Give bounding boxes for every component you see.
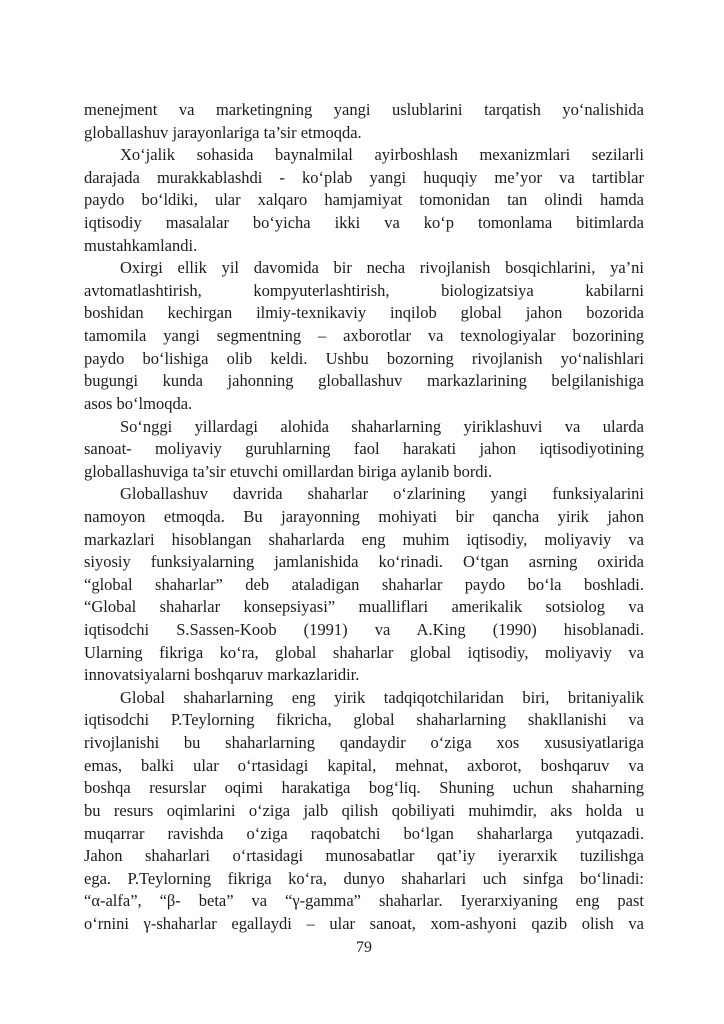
text-line: namoyon etmoqda. Bu jarayonning mohiyati bir qancha yirik jahon	[84, 506, 644, 526]
text-line: mustahkamlandi.	[84, 235, 198, 255]
text-line: “Global shaharlar konsepsiyasi” mualliflari amerikalik sotsiolog va	[84, 597, 644, 617]
text-line: Xo‘jalik sohasida baynalmilal ayirboshlash mexanizmlari sezilarli	[120, 145, 644, 165]
text-line: muqarrar ravishda o‘ziga raqobatchi bo‘lgan shaharlarga yutqazadi.	[84, 823, 644, 843]
text-line: iqtisodchi P.Teylorning fikricha, global shaharlarning shakllanishi va	[84, 710, 644, 730]
text-line: iqtisodiy masalalar bo‘yicha ikki va ko‘p tomonlama bitimlarda	[84, 213, 644, 233]
page-number: 79	[356, 938, 372, 956]
text-line: Ularning fikriga ko‘ra, global shaharlar global iqtisodiy, moliyaviy va	[84, 642, 644, 662]
text-line: darajada murakkablashdi - ko‘plab yangi huquqiy me’yor va tartiblar	[84, 167, 644, 187]
text-line: Global shaharlarning eng yirik tadqiqotchilaridan biri, britaniyalik	[120, 687, 644, 707]
text-line: iqtisodchi S.Sassen-Koob (1991) va A.King (1990) hisoblanadi.	[84, 620, 644, 640]
text-line: “global shaharlar” deb ataladigan shaharlar paydo bo‘la boshladi.	[84, 574, 644, 594]
text-line: boshqa resurslar oqimi harakatiga bog‘liq. Shuning uchun shaharning	[84, 778, 644, 798]
text-line: o‘rnini γ-shaharlar egallaydi – ular sanoat, xom-ashyoni qazib olish va	[84, 913, 644, 933]
text-line: Oxirgi ellik yil davomida bir necha rivojlanish bosqichlarini, ya’ni	[120, 258, 644, 278]
text-line: sanoat- moliyaviy guruhlarning faol harakati jahon iqtisodiyotining	[84, 439, 644, 459]
text-line: paydo bo‘ldiki, ular xalqaro hamjamiyat tomonidan tan olindi hamda	[84, 190, 644, 210]
text-line: menejment va marketingning yangi uslublarini tarqatish yo‘nalishida	[84, 100, 644, 119]
text-line: avtomatlashtirish, kompyuterlashtirish, biologizatsiya kabilarni	[84, 280, 644, 300]
text-line: globallashuviga ta’sir etuvchi omillardan biriga aylanib bordi.	[84, 461, 493, 481]
text-line: tamomila yangi segmentning – axborotlar va texnologiyalar bozorining	[84, 326, 644, 346]
text-line: emas, balki ular o‘rtasidagi kapital, mehnat, axborot, boshqaruv va	[84, 755, 644, 775]
text-line: Jahon shaharlari o‘rtasidagi munosabatlar qat’iy iyerarxik tuzilishga	[84, 846, 644, 866]
text-line: bu resurs oqimlarini o‘ziga jalb qilish qobiliyati muhimdir, aks holda u	[84, 800, 644, 820]
text-line: “α-alfa”, “β- beta” va “γ-gamma” shaharlar. Iyerarxiyaning eng past	[84, 891, 644, 911]
text-line: ega. P.Teylorning fikriga ko‘ra, dunyo shaharlari uch sinfga bo‘linadi:	[84, 868, 644, 888]
text-line: Globallashuv davrida shaharlar o‘zlarining yangi funksiyalarini	[120, 484, 644, 504]
text-line: markazlari hisoblangan shaharlarda eng muhim iqtisodiy, moliyaviy va	[84, 529, 644, 549]
text-line: bugungi kunda jahonning globallashuv markazlarining belgilanishiga	[84, 371, 644, 391]
text-line: asos bo‘lmoqda.	[84, 393, 193, 413]
text-line: rivojlanishi bu shaharlarning qandaydir o‘ziga xos xususiyatlariga	[84, 733, 644, 753]
text-line: siyosiy funksiyalarning jamlanishida ko‘rinadi. O‘tgan asrning oxirida	[84, 552, 644, 572]
text-line: paydo bo‘lishiga olib keldi. Ushbu bozorning rivojlanish yo‘nalishlari	[84, 348, 644, 368]
text-line: So‘nggi yillardagi alohida shaharlarning yiriklashuvi va ularda	[120, 416, 644, 436]
page-text	[84, 99, 644, 936]
text-line: globallashuv jarayonlariga ta’sir etmoqda.	[84, 122, 362, 142]
text-line: boshidan kechirgan ilmiy-texnikaviy inqilob global jahon bozorida	[84, 303, 644, 323]
text-line: innovatsiyalarni boshqaruv markazlaridir.	[84, 665, 360, 685]
